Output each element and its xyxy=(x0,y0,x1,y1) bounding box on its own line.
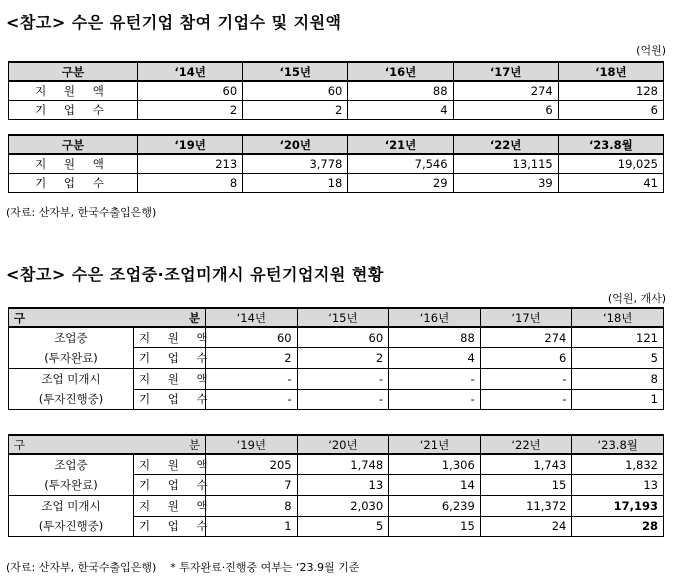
gubun-header: 구분 xyxy=(9,62,138,81)
table-row xyxy=(9,327,664,348)
cell-value: 41 xyxy=(558,173,663,192)
group-label-line2: (투자진행중) xyxy=(38,519,104,533)
cell-value: 15 xyxy=(389,516,481,537)
row-label: 기 업 수 xyxy=(9,100,138,119)
year-header: ‘19년 xyxy=(206,435,298,454)
cell-value: - xyxy=(297,389,389,410)
bun-label: 분 xyxy=(188,437,200,452)
cell-value: 2 xyxy=(206,348,298,369)
cell-value: 213 xyxy=(138,154,243,173)
table-row xyxy=(9,154,664,173)
row-label: 지 원 액 xyxy=(134,327,206,348)
cell-value: 6,239 xyxy=(389,496,481,517)
cell-value: - xyxy=(480,369,572,390)
cell-value: - xyxy=(480,389,572,410)
cell-value: 15 xyxy=(480,475,572,496)
cell-value: 274 xyxy=(453,81,558,100)
cell-value: 8 xyxy=(206,496,298,517)
cell-value: 1,306 xyxy=(389,454,481,475)
year-header: ‘17년 xyxy=(480,308,572,327)
cell-value: 88 xyxy=(389,327,481,348)
cell-value: 60 xyxy=(138,81,243,100)
group-label xyxy=(9,454,134,496)
source-text: (자료: 산자부, 한국수출입은행) xyxy=(6,561,157,574)
table-row xyxy=(9,369,664,390)
section1-unit: (억원) xyxy=(636,44,666,57)
section1-table-b xyxy=(8,134,664,193)
cell-value: - xyxy=(206,369,298,390)
cell-value: 8 xyxy=(572,369,664,390)
cell-value: 6 xyxy=(480,348,572,369)
cell-value: - xyxy=(297,369,389,390)
section2-source xyxy=(6,559,359,575)
year-header: ‘14년 xyxy=(138,62,243,81)
cell-value: 14 xyxy=(389,475,481,496)
year-header: ‘23.8월 xyxy=(572,435,664,454)
group-label-line2: (투자진행중) xyxy=(38,392,104,406)
table-header-row xyxy=(9,435,664,454)
year-header: ‘17년 xyxy=(453,62,558,81)
gu-label: 구 xyxy=(14,437,26,452)
cell-value: 6 xyxy=(453,100,558,119)
section2-heading: <참고> 수은 조업중·조업미개시 유턴기업지원 현황 xyxy=(6,265,384,284)
year-header: ‘18년 xyxy=(572,308,664,327)
group-label xyxy=(9,327,134,369)
table-header-row xyxy=(9,308,664,327)
year-header: ‘20년 xyxy=(243,135,348,154)
cell-value: 11,372 xyxy=(480,496,572,517)
cell-value: 24 xyxy=(480,516,572,537)
section1-source: (자료: 산자부, 한국수출입은행) xyxy=(6,206,157,219)
group-label-line1: 조업중 xyxy=(54,331,88,345)
year-header: ‘22년 xyxy=(480,435,572,454)
year-header: ‘16년 xyxy=(348,62,453,81)
cell-value: 39 xyxy=(453,173,558,192)
row-label: 기 업 수 xyxy=(9,173,138,192)
year-header: ‘19년 xyxy=(138,135,243,154)
cell-value: 1,748 xyxy=(297,454,389,475)
group-label-line2: (투자완료) xyxy=(44,478,98,492)
row-label: 지 원 액 xyxy=(134,454,206,475)
row-label: 기 업 수 xyxy=(134,475,206,496)
cell-value: 7 xyxy=(206,475,298,496)
cell-value: 1,832 xyxy=(572,454,664,475)
group-label-line1: 조업중 xyxy=(54,458,88,472)
cell-value: 5 xyxy=(572,348,664,369)
bun-label: 분 xyxy=(188,310,200,325)
cell-value: - xyxy=(389,389,481,410)
year-header: ‘16년 xyxy=(389,308,481,327)
gubun-header xyxy=(9,435,206,454)
section1-table-a xyxy=(8,61,664,120)
table-header-row xyxy=(9,135,664,154)
cell-value: 88 xyxy=(348,81,453,100)
section2-table-b xyxy=(8,434,664,537)
cell-value: 60 xyxy=(297,327,389,348)
year-header: ‘15년 xyxy=(243,62,348,81)
cell-value: 1 xyxy=(572,389,664,410)
cell-value: 2 xyxy=(243,100,348,119)
cell-value: 2 xyxy=(138,100,243,119)
cell-value: 29 xyxy=(348,173,453,192)
row-label: 지 원 액 xyxy=(134,496,206,517)
group-label-line1: 조업 미개시 xyxy=(41,499,101,513)
year-header: ‘23.8월 xyxy=(558,135,663,154)
table-row xyxy=(9,81,664,100)
group-label-line2: (투자완료) xyxy=(44,351,98,365)
cell-value: 13 xyxy=(572,475,664,496)
cell-value: 2 xyxy=(297,348,389,369)
cell-value: 3,778 xyxy=(243,154,348,173)
year-header: ‘18년 xyxy=(558,62,663,81)
table-row xyxy=(9,173,664,192)
table-row xyxy=(9,454,664,475)
year-header: ‘14년 xyxy=(206,308,298,327)
cell-value: 2,030 xyxy=(297,496,389,517)
cell-value: 19,025 xyxy=(558,154,663,173)
cell-value: 18 xyxy=(243,173,348,192)
cell-value: 8 xyxy=(138,173,243,192)
footnote: * 투자완료·진행중 여부는 ‘23.9월 기준 xyxy=(170,561,360,574)
cell-value: 28 xyxy=(572,516,664,537)
cell-value: 4 xyxy=(348,100,453,119)
year-header: ‘21년 xyxy=(389,435,481,454)
cell-value: 121 xyxy=(572,327,664,348)
cell-value: - xyxy=(389,369,481,390)
gubun-header xyxy=(9,308,206,327)
cell-value: 6 xyxy=(558,100,663,119)
year-header: ‘15년 xyxy=(297,308,389,327)
cell-value: 128 xyxy=(558,81,663,100)
cell-value: 1,743 xyxy=(480,454,572,475)
row-label: 기 업 수 xyxy=(134,516,206,537)
gubun-header: 구분 xyxy=(9,135,138,154)
cell-value: 7,546 xyxy=(348,154,453,173)
cell-value: 4 xyxy=(389,348,481,369)
year-header: ‘22년 xyxy=(453,135,558,154)
section1-heading: <참고> 수은 유턴기업 참여 기업수 및 지원액 xyxy=(6,13,342,32)
section2-table-a xyxy=(8,307,664,410)
group-label xyxy=(9,496,134,537)
row-label: 지 원 액 xyxy=(9,81,138,100)
year-header: ‘21년 xyxy=(348,135,453,154)
cell-value: - xyxy=(206,389,298,410)
cell-value: 274 xyxy=(480,327,572,348)
cell-value: 5 xyxy=(297,516,389,537)
table-row xyxy=(9,100,664,119)
cell-value: 13 xyxy=(297,475,389,496)
year-header: ‘20년 xyxy=(297,435,389,454)
group-label-line1: 조업 미개시 xyxy=(41,372,101,386)
row-label: 기 업 수 xyxy=(134,389,206,410)
row-label: 지 원 액 xyxy=(134,369,206,390)
row-label: 지 원 액 xyxy=(9,154,138,173)
cell-value: 60 xyxy=(243,81,348,100)
section2-unit: (억원, 개사) xyxy=(607,292,666,305)
table-header-row xyxy=(9,62,664,81)
group-label xyxy=(9,369,134,410)
gu-label: 구 xyxy=(14,310,26,325)
cell-value: 205 xyxy=(206,454,298,475)
cell-value: 17,193 xyxy=(572,496,664,517)
table-row xyxy=(9,496,664,517)
cell-value: 60 xyxy=(206,327,298,348)
cell-value: 1 xyxy=(206,516,298,537)
row-label: 기 업 수 xyxy=(134,348,206,369)
cell-value: 13,115 xyxy=(453,154,558,173)
